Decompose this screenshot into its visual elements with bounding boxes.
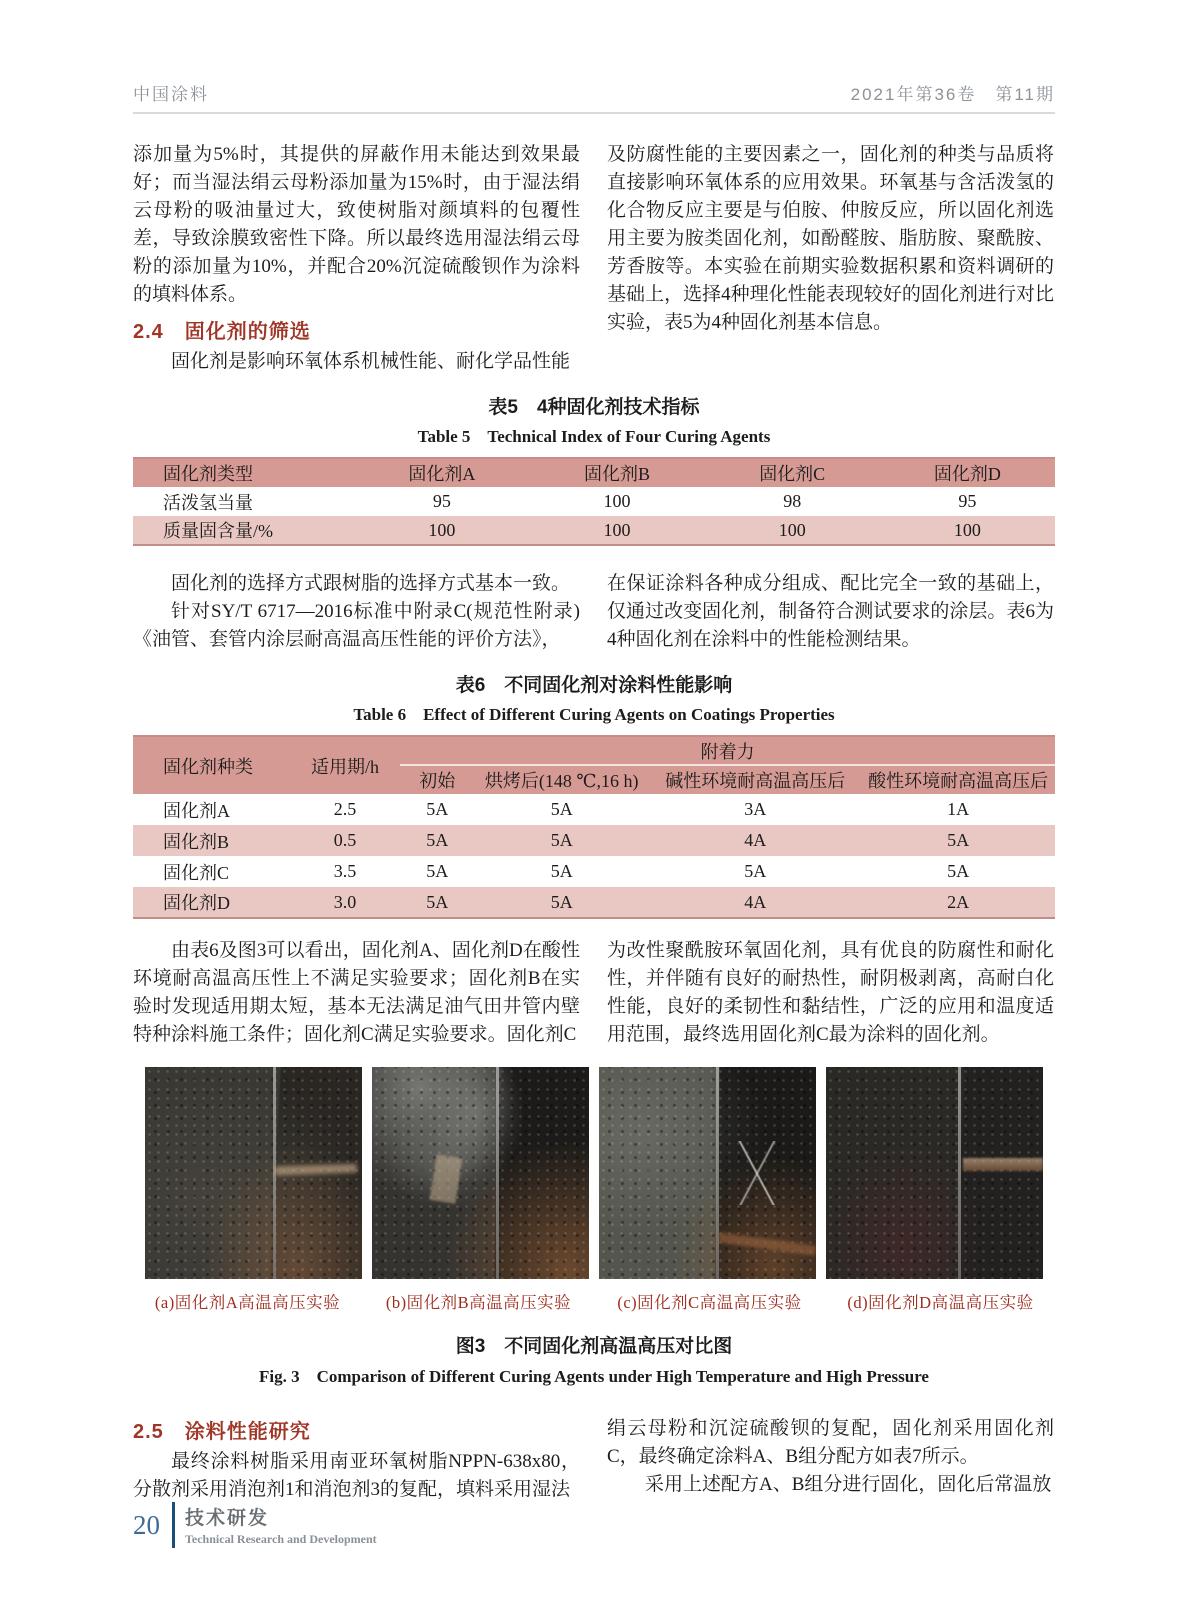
footer-section-zh: 技术研发 (185, 1508, 270, 1529)
section-heading-2-5: 2.5 涂料性能研究 (133, 1421, 311, 1443)
paragraph: 绢云母粉和沉淀硫酸钡的复配，固化剂采用固化剂C，最终确定涂料A、B组分配方如表7所示。 (607, 1418, 1054, 1467)
figure3-title-en: Fig. 3 Comparison of Different Curing Agents under High Temperature and High Pressure (259, 1367, 929, 1386)
table5-header-cell: 固化剂A (408, 464, 476, 484)
table-cell: 98 (783, 491, 802, 511)
table-cell: 3.5 (333, 861, 357, 881)
paragraph: 固化剂是影响环氧体系机械性能、耐化学品性能 (171, 351, 571, 372)
table6-subheader-cell: 初始 (419, 771, 456, 791)
table-row (133, 856, 1055, 887)
photo-texture (826, 1067, 1043, 1279)
figure-caption-b: (b)固化剂B高温高压实验 (385, 1293, 572, 1312)
footer-section (185, 1503, 377, 1547)
panel-seam (716, 1067, 719, 1279)
left-column-2 (133, 570, 580, 654)
figure3-captions (133, 1289, 1055, 1313)
right-column-3 (607, 937, 1054, 1049)
table5-header-cell: 固化剂类型 (163, 464, 253, 484)
right-column-4 (607, 1409, 1054, 1504)
table-cell: 4A (744, 891, 767, 912)
paragraph: 由表6及图3可以看出，固化剂A、固化剂D在酸性环境耐高温高压性上不满足实验要求；固化剂B在实验时发现适用期太短，基本无法满足油气田井管内壁特种涂料施工条件；固化剂C满足实验要求。固化剂C (133, 940, 580, 1045)
table-row (133, 887, 1055, 918)
issue-info: 2021年第36卷 第11期 (850, 85, 1055, 104)
table-cell: 5A (947, 830, 970, 850)
table-cell: 2A (947, 891, 970, 912)
figure3-title-zh: 图3 不同固化剂高温高压对比图 (455, 1336, 733, 1357)
table6-title-zh: 表6 不同固化剂对涂料性能影响 (455, 675, 733, 696)
table-cell: 3.0 (333, 891, 357, 912)
table-cell: 5A (550, 891, 573, 912)
table-row (133, 825, 1055, 856)
left-column-1 (133, 141, 580, 376)
footer-section-en: Technical Research and Development (185, 1532, 377, 1546)
paragraph: 及防腐性能的主要因素之一，固化剂的种类与品质将直接影响环氧体系的应用效果。环氧基与含活泼氢的化合物反应主要是与伯胺、仲胺反应，所以固化剂选用主要为胺类固化剂，如酚醛胺、脂肪胺、聚酰胺、芳香胺等。本实验在前期实验数据积累和资料调研的基础上，选择4种理化性能表现较好的固化剂进行对比实验，表5为4种固化剂基本信息。 (607, 144, 1054, 333)
figure-caption-c: (c)固化剂C高温高压实验 (617, 1293, 802, 1312)
table-row (133, 487, 1055, 516)
paragraph: 采用上述配方A、B组分进行固化，固化后常温放 (645, 1474, 1052, 1495)
table-cell: 5A (550, 830, 573, 850)
table-cell: 固化剂B (163, 831, 230, 852)
left-column-3 (133, 937, 580, 1049)
panel-seam (958, 1067, 961, 1279)
photo-curing-agent-a (145, 1067, 362, 1279)
table6-header-cell: 固化剂种类 (163, 756, 253, 777)
photo-curing-agent-d (826, 1067, 1043, 1279)
table-cell: 5A (550, 799, 573, 819)
table5-title-en: Table 5 Technical Index of Four Curing Agents (417, 427, 771, 446)
table6-subheader-cell: 碱性环境耐高温高压后 (665, 771, 846, 791)
page-number: 20 (133, 1509, 160, 1540)
table-cell: 95 (958, 491, 977, 511)
table5-title-zh: 表5 4种固化剂技术指标 (488, 397, 700, 418)
table-cell: 活泼氢当量 (163, 492, 253, 513)
table-cell: 3A (744, 799, 767, 819)
table-cell: 5A (426, 861, 449, 881)
table6-header-cell: 适用期/h (311, 756, 380, 777)
figure3-photos (133, 1067, 1055, 1279)
scratch-x-mark (734, 1141, 780, 1205)
table-cell: 100 (428, 519, 456, 540)
footer-divider-bar (172, 1502, 175, 1548)
table-cell: 95 (432, 491, 451, 511)
paragraph: 在保证涂料各种成分组成、配比完全一致的基础上，仅通过改变固化剂，制备符合测试要求的涂层。表6为4种固化剂在涂料中的性能检测结果。 (607, 573, 1054, 650)
table-cell: 5A (426, 830, 449, 850)
figure-caption-d: (d)固化剂D高温高压实验 (847, 1293, 1034, 1312)
paragraph: 添加量为5%时，其提供的屏蔽作用未能达到效果最好；而当湿法绢云母粉添加量为15%时，由于湿法绢云母粉的吸油量过大，致使树脂对颜填料的包覆性差，导致涂膜致密性下降。所以最终选用湿法绢云母粉的添加量为10%，并配合20%沉淀硫酸钡作为涂料的填料体系。 (133, 144, 580, 305)
table-row (133, 516, 1055, 545)
paragraph: 固化剂的选择方式跟树脂的选择方式基本一致。 (171, 573, 571, 594)
table-cell: 0.5 (333, 830, 357, 850)
table-cell: 4A (744, 830, 767, 850)
text-columns-3 (133, 937, 1055, 1049)
table-cell: 100 (603, 519, 631, 540)
table-cell: 5A (426, 799, 449, 819)
journal-name: 中国涂料 (133, 85, 209, 104)
table6-adhesion-span: 附着力 (400, 736, 1055, 765)
running-head (133, 0, 1055, 114)
table-cell: 5A (426, 891, 449, 912)
table5-header-cell: 固化剂C (759, 464, 826, 484)
table-cell: 固化剂A (163, 800, 230, 821)
table6-subheader-cell: 酸性环境耐高温高压后 (868, 771, 1049, 791)
table-row (133, 794, 1055, 825)
table-cell: 100 (603, 491, 631, 511)
corrosion-streak (963, 1158, 1043, 1171)
table-cell: 2.5 (333, 799, 357, 819)
text-columns-1 (133, 141, 1055, 376)
table5-header-row (133, 458, 1055, 487)
text-columns-2 (133, 570, 1055, 654)
table-cell: 质量固含量/% (163, 521, 273, 541)
table5 (133, 457, 1055, 546)
panel-seam (496, 1067, 499, 1279)
table5-header-cell: 固化剂B (584, 464, 651, 484)
page-footer (133, 1502, 377, 1548)
right-column-1 (607, 141, 1054, 376)
left-column-4 (133, 1409, 580, 1504)
table-cell: 5A (947, 861, 970, 881)
figure-caption-a: (a)固化剂A高温高压实验 (154, 1293, 341, 1312)
table-cell: 5A (744, 861, 767, 881)
table-cell: 1A (947, 799, 970, 819)
table5-header-cell: 固化剂D (933, 464, 1001, 484)
photo-curing-agent-c (599, 1067, 816, 1279)
table6-subheader-cell: 烘烤后(148 ℃,16 h) (484, 771, 639, 791)
photo-curing-agent-b (372, 1067, 589, 1279)
section-heading-2-4: 2.4 固化剂的筛选 (133, 321, 311, 343)
table-cell: 5A (550, 861, 573, 881)
paragraph: 最终涂料树脂采用南亚环氧树脂NPPN-638x80，分散剂采用消泡剂1和消泡剂3的复配，填料采用湿法 (133, 1451, 580, 1500)
table6-header-row (133, 736, 1055, 765)
table6 (133, 735, 1055, 919)
table-cell: 100 (778, 519, 806, 540)
photo-texture (372, 1067, 589, 1279)
table-cell: 固化剂D (163, 893, 230, 913)
table-cell: 固化剂C (163, 862, 230, 883)
paragraph: 为改性聚酰胺环氧固化剂，具有优良的防腐性和耐化性，并伴随有良好的耐热性，耐阴极剥离，高耐白化性能，良好的柔韧性和黏结性，广泛的应用和温度适用范围，最终选用固化剂C最为涂料的固化剂。 (607, 940, 1054, 1045)
paragraph: 针对SY/T 6717—2016标准中附录C(规范性附录)《油管、套管内涂层耐高温高压性能的评价方法》， (133, 601, 580, 650)
text-columns-4 (133, 1409, 1055, 1504)
right-column-2 (607, 570, 1054, 654)
table-cell: 100 (953, 519, 981, 540)
table6-title-en: Table 6 Effect of Different Curing Agents on Coatings Properties (353, 705, 835, 724)
